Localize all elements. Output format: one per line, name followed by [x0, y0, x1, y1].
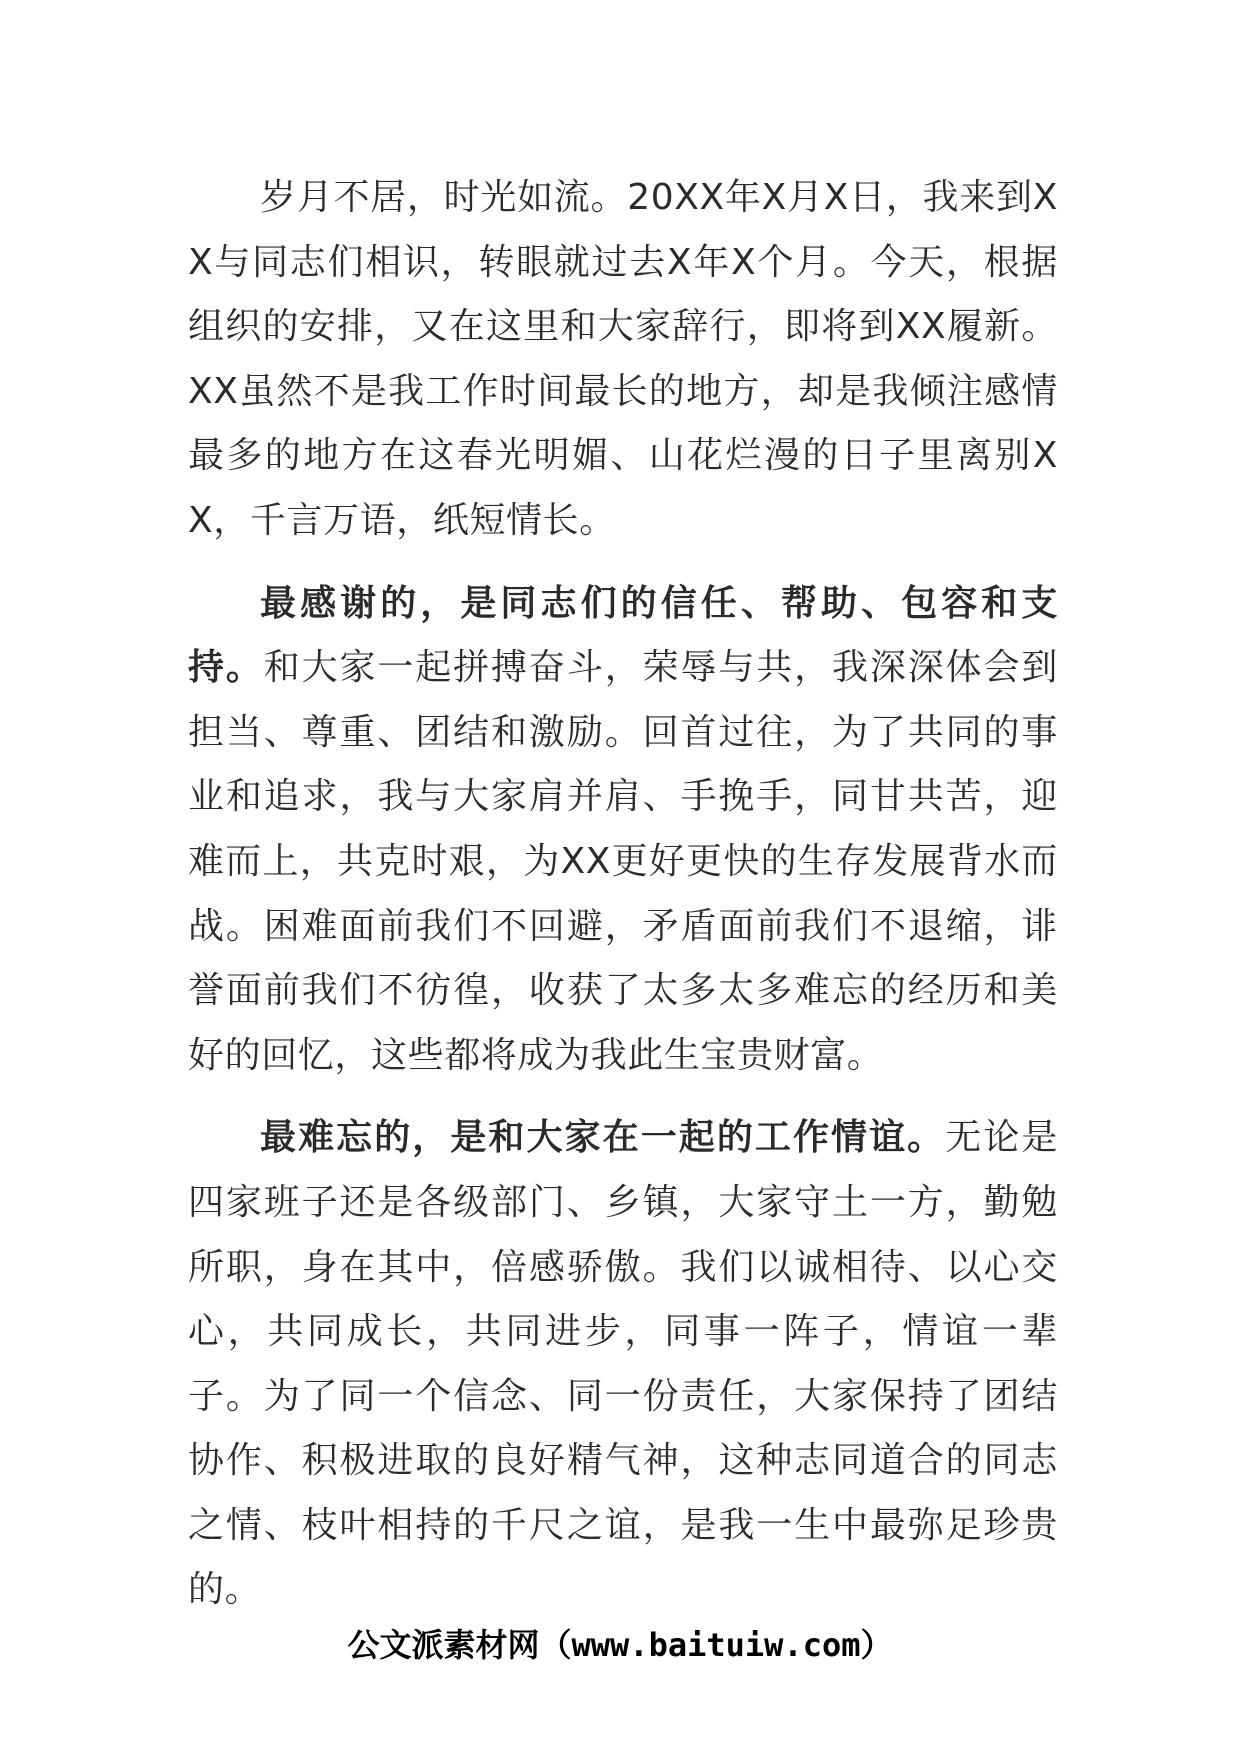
- document-body: [188, 166, 1058, 1641]
- paragraph-2: [188, 572, 1058, 1089]
- footer-watermark: [0, 1620, 1240, 1666]
- paragraph-1: [188, 166, 1058, 554]
- paragraph-3-text: 无论是四家班子还是各级部门、乡镇，大家守土一方，勤勉所职，身在其中，倍感骄傲。我们以诚相待、以心交心，共同成长，共同进步，同事一阵子，情谊一辈子。为了同一个信念、同一份责任，大家保持了团结协作、积极进取的良好精气神，这种志同道合的同志之情、枝叶相持的千尺之谊，是我一生中最弥足珍贵的。: [188, 1117, 1058, 1611]
- paragraph-2-lead: 最感谢的，是同志们的信任、帮助、包容和支持。: [188, 582, 1058, 689]
- paragraph-2-text: 和大家一起拼搏奋斗，荣辱与共，我深深体会到担当、尊重、团结和激励。回首过往，为了共同的事业和追求，我与大家肩并肩、手挽手，同甘共苦，迎难而上，共克时艰，为XX更好更快的生存发展背水而战。困难面前我们不回避，矛盾面前我们不退缩，诽誉面前我们不彷徨，收获了太多太多难忘的经历和美好的回忆，这些都将成为我此生宝贵财富。: [188, 647, 1058, 1076]
- paragraph-1-text: 岁月不居，时光如流。20XX年X月X日，我来到XX与同志们相识，转眼就过去X年X个月。今天，根据组织的安排，又在这里和大家辞行，即将到XX履新。XX虽然不是我工作时间最长的地方，却是我倾注感情最多的地方在这春光明媚、山花烂漫的日子里离别XX，千言万语，纸短情长。: [188, 177, 1058, 541]
- paragraph-3-lead: 最难忘的，是和大家在一起的工作情谊。: [260, 1117, 946, 1159]
- footer-url: （www.baituiw.com）: [539, 1626, 893, 1664]
- footer-site-name: 公文派素材网: [347, 1626, 540, 1664]
- paragraph-3: [188, 1106, 1058, 1623]
